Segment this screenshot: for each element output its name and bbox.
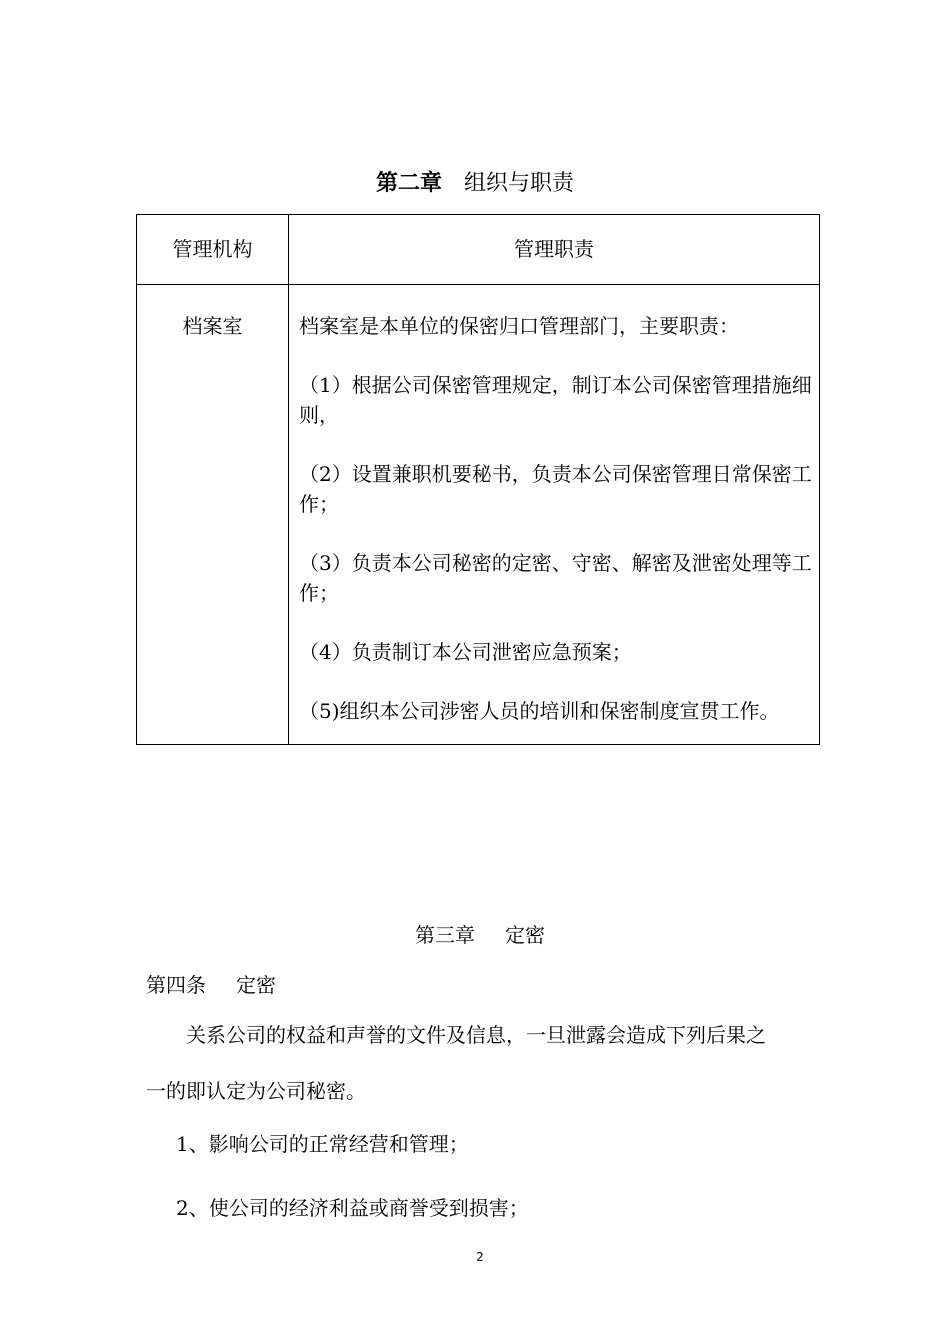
paragraph-line: 关系公司的权益和声誉的文件及信息，一旦泄露会造成下列后果之 (186, 1023, 766, 1047)
duty-item: （4）负责制订本公司泄密应急预案； (299, 640, 632, 664)
header-org: 管理机构 (137, 215, 289, 285)
paragraph-line: 一的即认定为公司秘密。 (146, 1079, 366, 1103)
list-item: 2、使公司的经济利益或商誉受到损害； (176, 1196, 529, 1220)
chapter-2-name: 组织与职责 (464, 171, 575, 196)
article-4-paragraph (146, 1020, 826, 1106)
chapter-3-title (0, 920, 950, 950)
duty-item: （3）负责本公司秘密的定密、守密、解密及泄密处理等工作； (299, 551, 812, 605)
page-number: 2 (476, 1250, 484, 1264)
duties-cell (289, 285, 820, 745)
duty-item: （1）根据公司保密管理规定，制订本公司保密管理措施细则， (299, 373, 812, 427)
chapter-2-number: 第二章 (375, 171, 442, 196)
header-duties: 管理职责 (289, 215, 820, 285)
chapter-3-number: 第三章 (415, 923, 475, 947)
article-4-heading (146, 970, 276, 1000)
chapter-3-name: 定密 (505, 923, 545, 947)
table-row (137, 285, 820, 745)
chapter-2-title (0, 168, 950, 200)
list-item: 1、影响公司的正常经营和管理； (176, 1132, 469, 1156)
duties-intro: 档案室是本单位的保密归口管理部门，主要职责： (299, 314, 739, 338)
article-4-name: 定密 (236, 973, 276, 997)
table-header-row (137, 215, 820, 285)
duty-item: （5)组织本公司涉密人员的培训和保密制度宣贯工作。 (299, 699, 780, 723)
article-4-number: 第四条 (146, 973, 206, 997)
responsibilities-table (136, 214, 820, 745)
org-cell: 档案室 (137, 285, 289, 745)
duty-item: （2）设置兼职机要秘书，负责本公司保密管理日常保密工作； (299, 462, 812, 516)
